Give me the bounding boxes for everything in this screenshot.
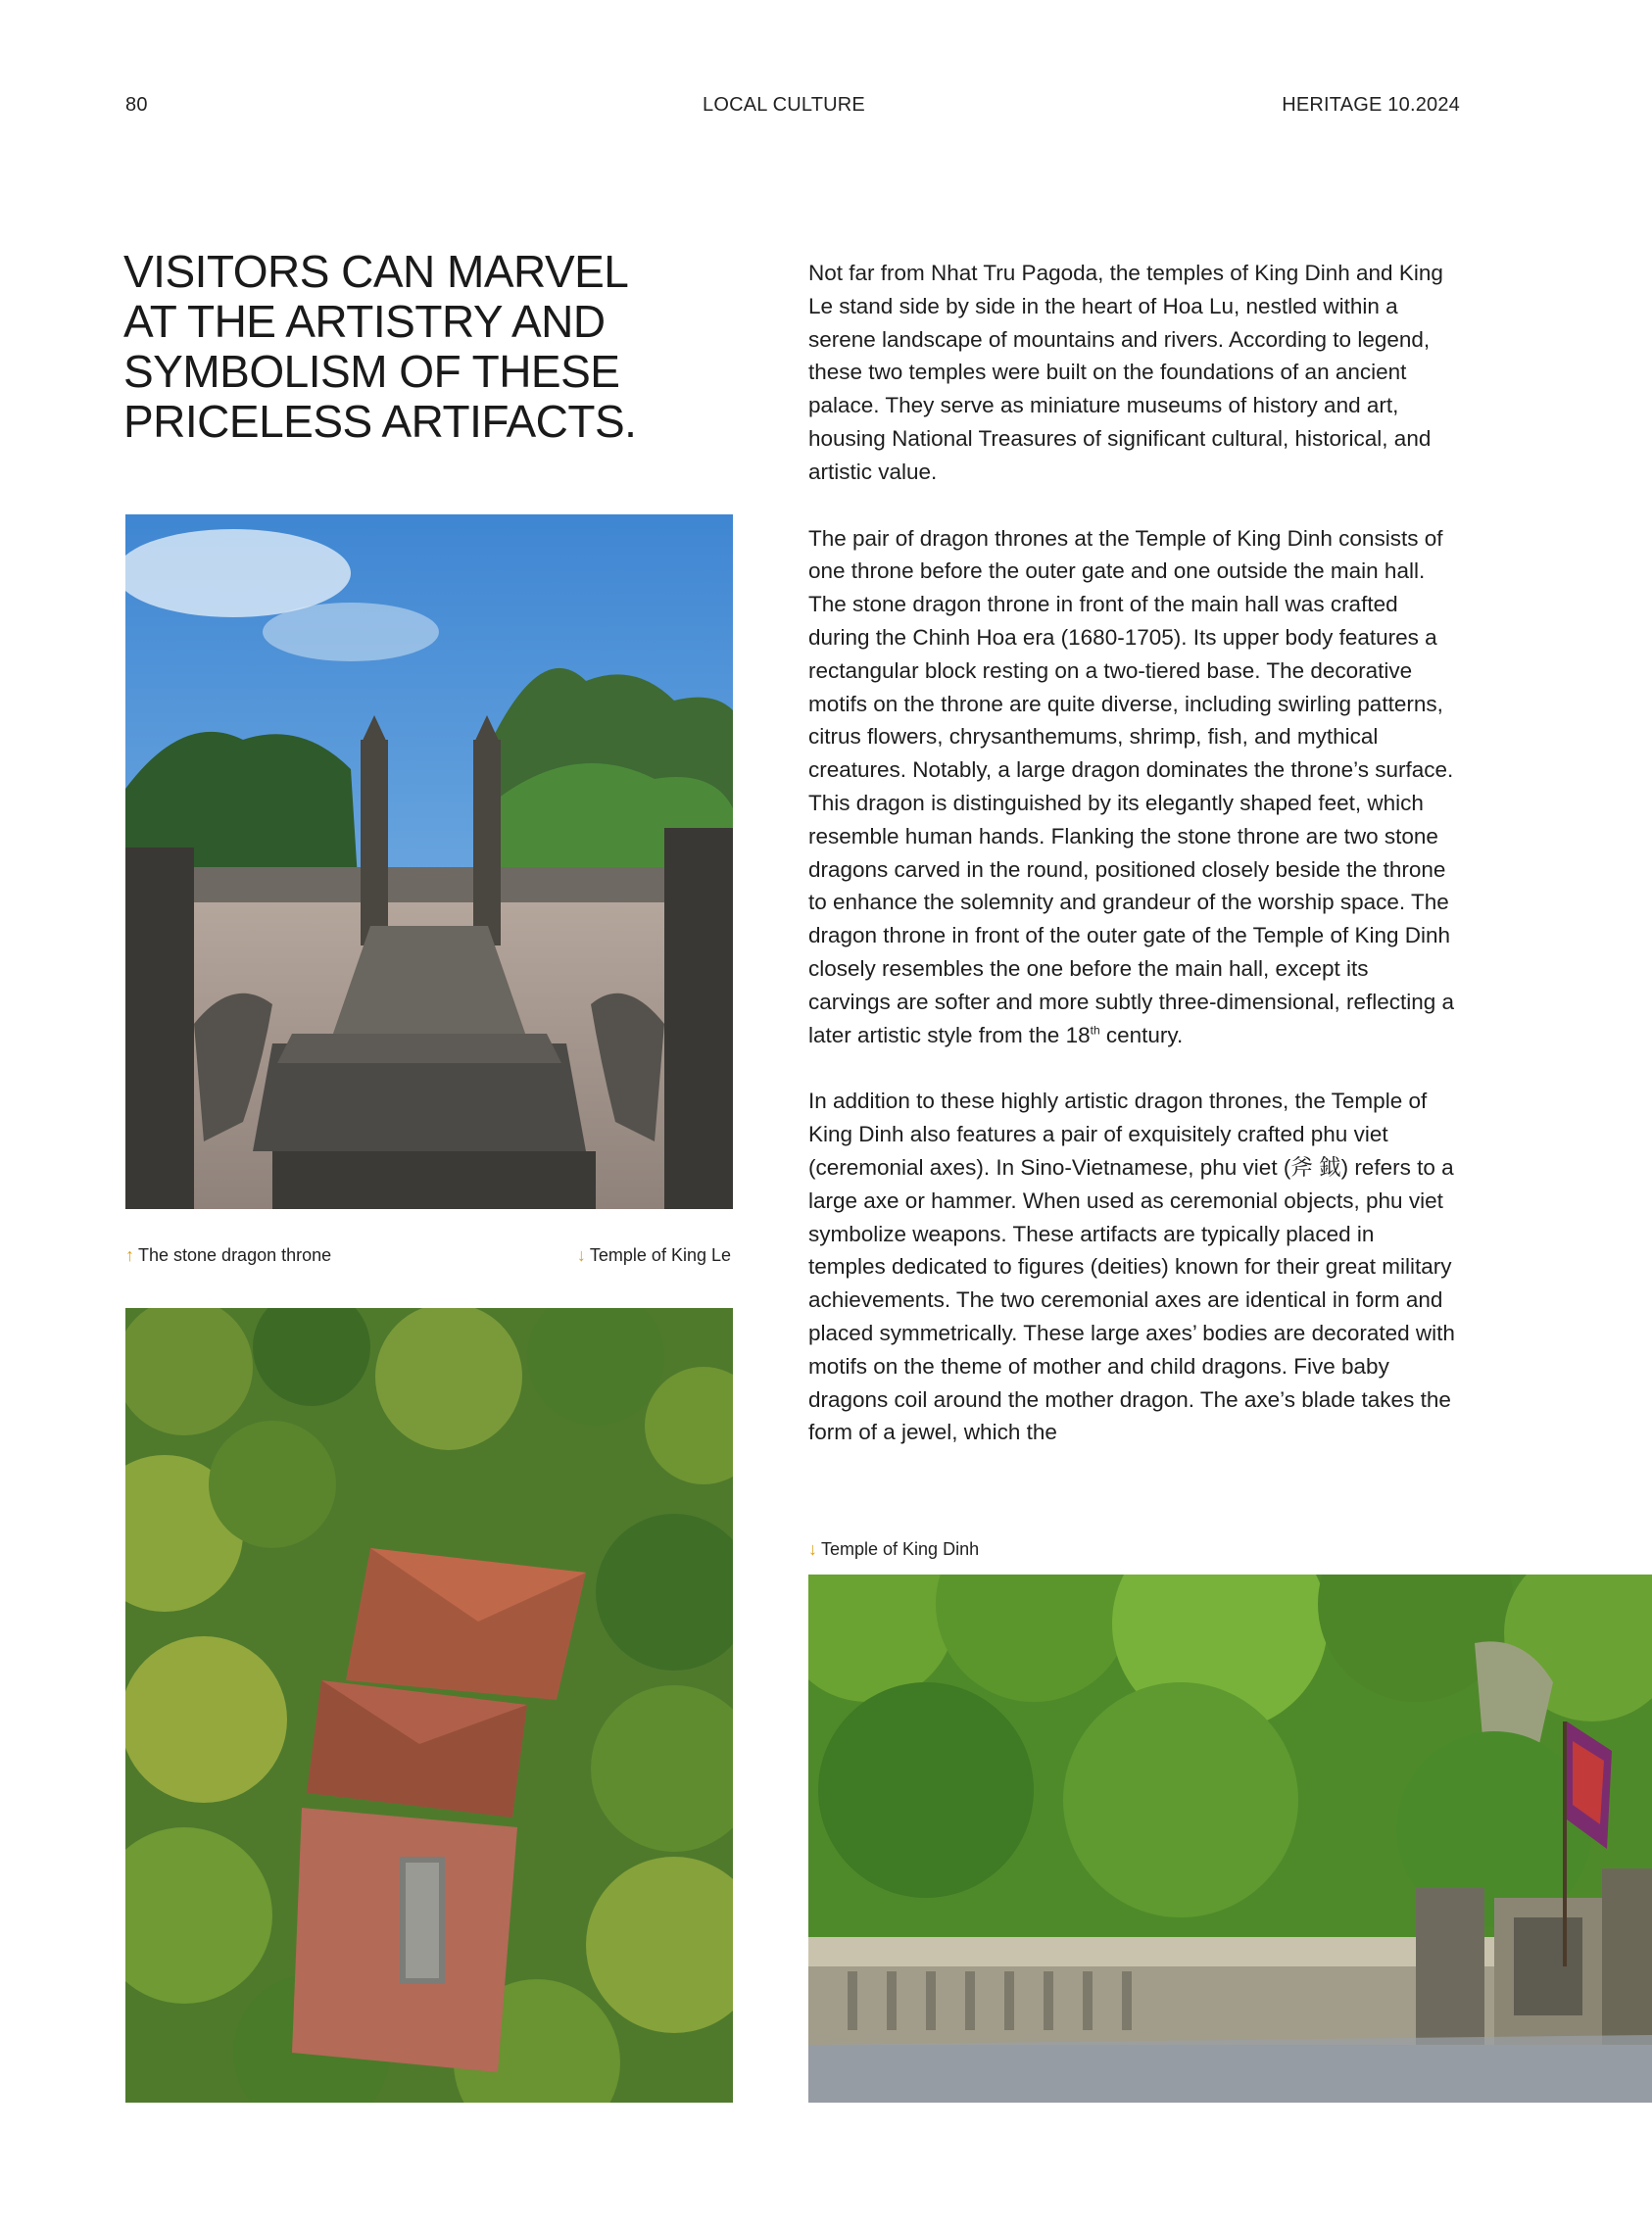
temple-king-dinh-photo bbox=[808, 1575, 1652, 2103]
caption-stone-dragon-throne bbox=[125, 1245, 331, 1266]
section-title: LOCAL CULTURE bbox=[703, 94, 865, 116]
caption-text: The stone dragon throne bbox=[138, 1245, 332, 1265]
paragraph-dragon-thrones-end: century. bbox=[1099, 1022, 1184, 1047]
paragraph-intro: Not far from Nhat Tru Pagoda, the temples of King Dinh and King Le stand side by side in the heart of Hoa Lu, nestled within a serene landscape of mountains and rivers. According to legend, these two temples were built on the foundations of an ancient palace. They serve as miniature museums of history and art, housing National Treasures of significant cultural, historical, and artistic value. bbox=[808, 261, 1443, 484]
superscript-th: th bbox=[1090, 1023, 1100, 1038]
caption-temple-king-le bbox=[577, 1245, 731, 1266]
temple-king-le-aerial-photo bbox=[125, 1308, 733, 2103]
issue-label: HERITAGE 10.2024 bbox=[1282, 94, 1460, 116]
caption-temple-king-dinh bbox=[808, 1539, 979, 1560]
paragraph-dragon-thrones bbox=[808, 522, 1455, 1052]
arrow-up-icon: ↑ bbox=[125, 1245, 134, 1265]
article-body bbox=[808, 257, 1455, 1482]
caption-text: Temple of King Dinh bbox=[821, 1539, 980, 1559]
stone-dragon-throne-photo bbox=[125, 514, 733, 1209]
caption-text: Temple of King Le bbox=[589, 1245, 731, 1265]
paragraph-ceremonial-axes: In addition to these highly artistic dragon thrones, the Temple of King Dinh also features a pair of exquisitely crafted phu viet (ceremonial axes). In Sino-Vietnamese, phu viet (斧 鉞) refers to a large axe or hammer. When used as ceremonial objects, phu viet symbolize weapons. These artifacts are typically placed in temples dedicated to figures (deities) known for their great military achievements. The two ceremonial axes are identical in form and placed symmetrically. These large axes’ bodies are decorated with motifs on the theme of mother and child dragons. Five baby dragons coil around the mother dragon. The axe’s blade takes the form of a jewel, which the bbox=[808, 1089, 1455, 1445]
paragraph-dragon-thrones-text: The pair of dragon thrones at the Temple of King Dinh consists of one throne before the outer gate and one outside the main hall. The stone dragon throne in front of the main hall was crafted during the Chinh Hoa era (1680-1705). Its upper body features a rectangular block resting on a two-tiered base. The decorative motifs on the throne are quite diverse, including swirling patterns, citrus flowers, chrysanthemums, shrimp, fish, and mythical creatures. Notably, a large dragon dominates the throne’s surface. This dragon is distinguished by its elegantly shaped feet, which resemble human hands. Flanking the stone throne are two stone dragons carved in the round, positioned closely beside the throne to enhance the solemnity and grandeur of the worship space. The dragon throne in front of the outer gate of the Temple of King Dinh closely resembles the one before the main hall, except its carvings are softer and more subtly three-dimensional, reflecting a later artistic style from the 18 bbox=[808, 525, 1455, 1047]
arrow-down-icon: ↓ bbox=[808, 1539, 817, 1559]
pull-quote: VISITORS CAN MARVEL AT THE ARTISTRY AND SYMBOLISM OF THESE PRICELESS ARTIFACTS. bbox=[123, 246, 637, 447]
page-number: 80 bbox=[125, 94, 148, 116]
arrow-down-icon: ↓ bbox=[576, 1245, 586, 1265]
